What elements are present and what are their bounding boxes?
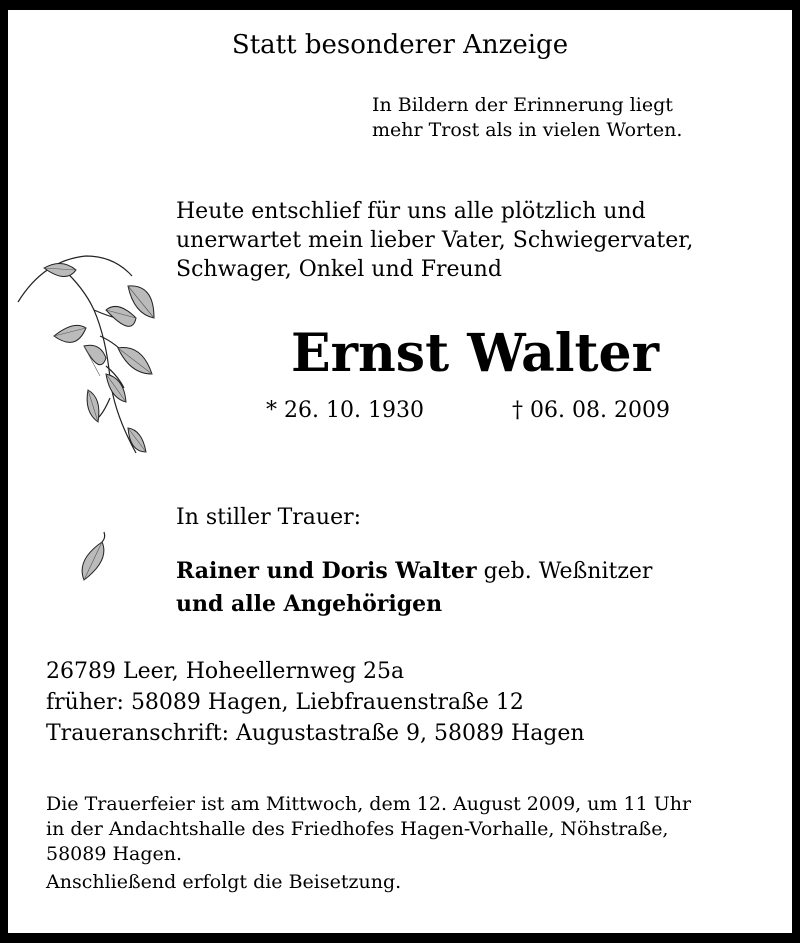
- mourner-names-bold: Rainer und Doris Walter: [176, 558, 477, 584]
- relatives-line: und alle Angehörigen: [176, 591, 443, 617]
- service-line-4: Anschließend erfolgt die Beisetzung.: [46, 871, 402, 893]
- death-date: † 06. 08. 2009: [512, 398, 670, 423]
- birth-date: * 26. 10. 1930: [266, 398, 424, 423]
- quote-line-1: In Bildern der Erinnerung liegt: [372, 94, 673, 116]
- leaf-icon: [78, 530, 110, 584]
- intro-line-1: Heute entschlief für uns alle plötzlich und: [176, 199, 646, 224]
- address-line-1: 26789 Leer, Hoheellernweg 25a: [46, 659, 405, 684]
- intro-line-3: Schwager, Onkel und Freund: [176, 257, 502, 282]
- notice-header: Statt besonderer Anzeige: [231, 30, 569, 60]
- service-line-1: Die Trauerfeier ist am Mittwoch, dem 12. August 2009, um 11 Uhr: [46, 793, 692, 815]
- mourning-label: In stiller Trauer:: [176, 505, 362, 530]
- quote-line-2: mehr Trost als in vielen Worten.: [372, 119, 683, 141]
- address-line-2: früher: 58089 Hagen, Liebfrauenstraße 12: [46, 690, 524, 715]
- address-line-3: Traueranschrift: Augustastraße 9, 58089 Hagen: [46, 721, 585, 746]
- service-line-3: 58089 Hagen.: [46, 843, 183, 865]
- intro-line-2: unerwartet mein lieber Vater, Schwiegervater,: [176, 228, 694, 253]
- mourner-names-suffix: geb. Weßnitzer: [476, 559, 653, 584]
- mourner-names: [176, 560, 652, 583]
- deceased-name: Ernst Walter: [290, 323, 660, 384]
- service-line-2: in der Andachtshalle des Friedhofes Hagen-Vorhalle, Nöhstraße,: [46, 818, 669, 840]
